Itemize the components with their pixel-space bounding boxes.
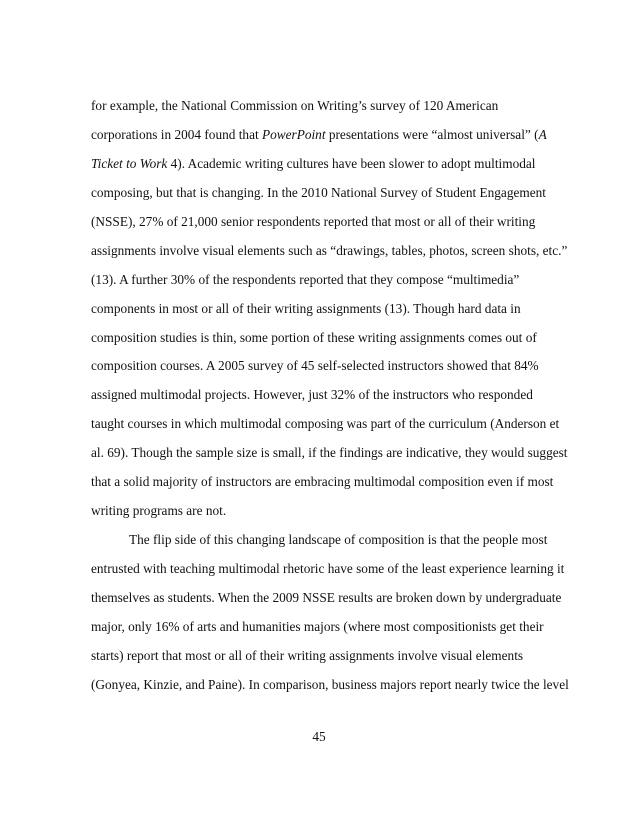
text-line: that a solid majority of instructors are embracing multimodal composition even if most [91,474,554,490]
text-line: composing, but that is changing. In the 2010 National Survey of Student Engagement [91,184,546,200]
text-line: (NSSE), 27% of 21,000 senior respondents reported that most or all of their writing [91,213,536,229]
body-text [91,92,569,700]
text-line: (Gonyea, Kinzie, and Paine). In comparison, business majors report nearly twice the level [91,676,569,692]
text-line: starts) report that most or all of their writing assignments involve visual elements [91,647,524,663]
text-line: assignments involve visual elements such as “drawings, tables, photos, screen shots, etc.” [91,242,568,258]
text-line: for example, the National Commission on Writing’s survey of 120 American [91,98,499,113]
text-line: al. 69). Though the sample size is small, if the findings are indicative, they would suggest [91,445,568,461]
text-line: taught courses in which multimodal composing was part of the curriculum (Anderson et [91,416,560,432]
italic-title: PowerPoint [261,126,326,142]
text-line: major, only 16% of arts and humanities majors (where most compositionists get their [91,618,544,634]
text-line: corporations in 2004 found that PowerPoint presentations were “almost universal” (A [91,126,547,142]
paragraph-first-line: The flip side of this changing landscape of composition is that the people most [129,532,548,548]
page-number: 45 [312,729,326,744]
text-line: components in most or all of their writing assignments (13). Though hard data in [91,300,521,316]
text-line: writing programs are not. [91,503,227,519]
text-line: composition courses. A 2005 survey of 45 self-selected instructors showed that 84% [91,358,539,374]
text-line: assigned multimodal projects. However, just 32% of the instructors who responded [91,387,533,403]
italic-title: A [538,126,547,142]
text-line: themselves as students. When the 2009 NSSE results are broken down by undergraduate [91,589,562,605]
text-line: entrusted with teaching multimodal rhetoric have some of the least experience learning it [91,561,565,576]
text-line: composition studies is thin, some portion of these writing assignments comes out of [91,329,537,345]
text-line: (13). A further 30% of the respondents reported that they compose “multimedia” [91,271,520,287]
text-line: Ticket to Work 4). Academic writing cultures have been slower to adopt multimodal [91,155,536,171]
italic-title: Ticket to Work [91,155,168,171]
